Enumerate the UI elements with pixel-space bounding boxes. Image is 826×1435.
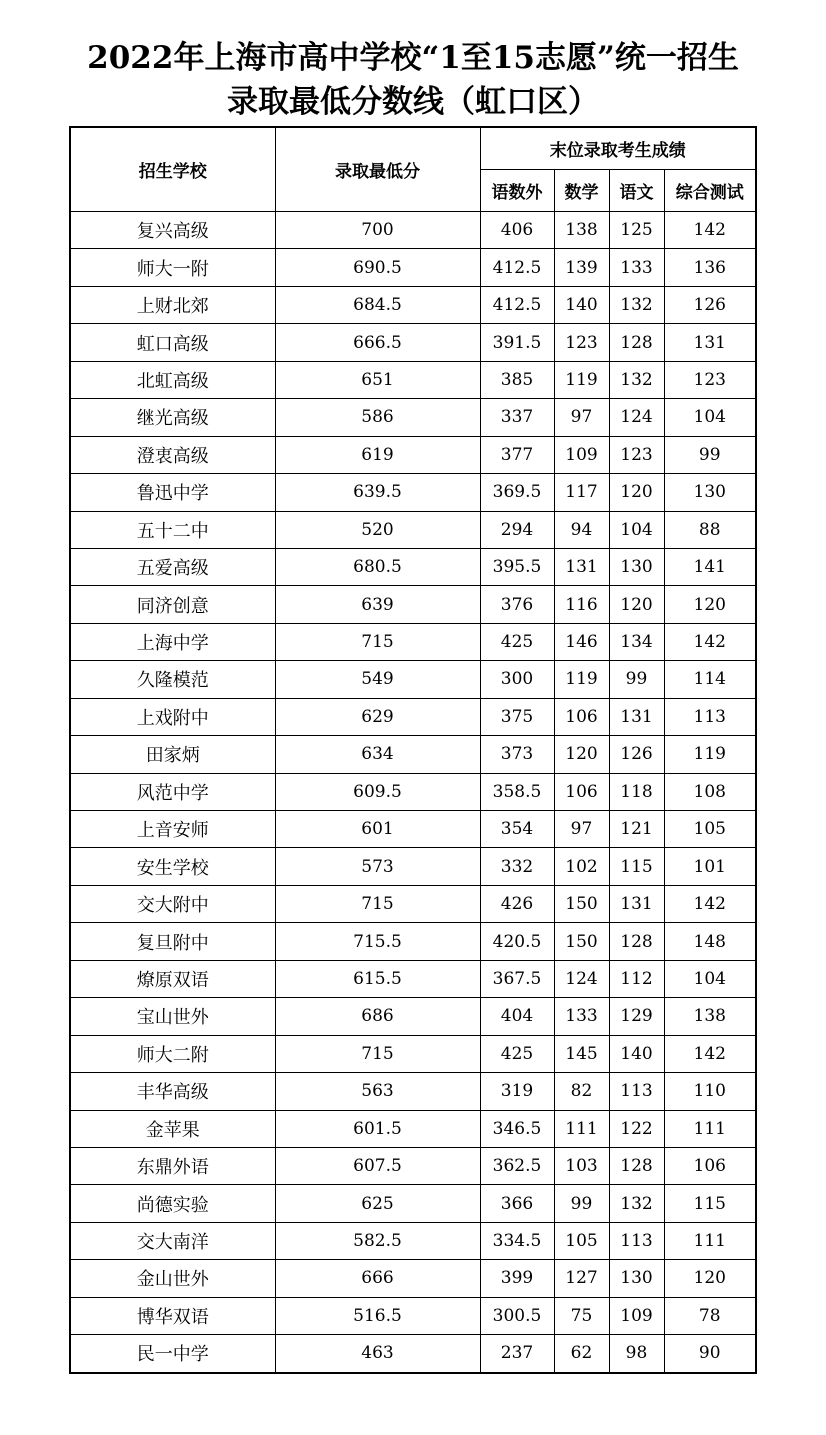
chinese-score: 120 [609, 474, 664, 511]
math-score: 94 [554, 511, 609, 548]
table-row [70, 998, 756, 1035]
math-score: 106 [554, 773, 609, 810]
comprehensive-score: 131 [664, 324, 756, 361]
comprehensive-score: 148 [664, 923, 756, 960]
chinese-score: 134 [609, 623, 664, 660]
school-name: 风范中学 [70, 773, 275, 810]
school-name: 复兴高级 [70, 212, 275, 249]
document-title [0, 36, 826, 124]
total-three-subjects: 334.5 [480, 1222, 554, 1259]
chinese-score: 124 [609, 399, 664, 436]
chinese-score: 115 [609, 848, 664, 885]
school-name: 复旦附中 [70, 923, 275, 960]
math-score: 133 [554, 998, 609, 1035]
chinese-score: 133 [609, 249, 664, 286]
total-three-subjects: 300 [480, 661, 554, 698]
math-score: 150 [554, 923, 609, 960]
admission-score-table [69, 126, 757, 1374]
chinese-score: 104 [609, 511, 664, 548]
comprehensive-score: 136 [664, 249, 756, 286]
math-score: 109 [554, 436, 609, 473]
min-score: 586 [275, 399, 480, 436]
chinese-score: 131 [609, 885, 664, 922]
total-three-subjects: 412.5 [480, 249, 554, 286]
total-three-subjects: 237 [480, 1335, 554, 1373]
chinese-score: 120 [609, 586, 664, 623]
chinese-score: 131 [609, 698, 664, 735]
math-score: 119 [554, 661, 609, 698]
chinese-score: 128 [609, 324, 664, 361]
title-line-2: 录取最低分数线（虹口区） [227, 84, 599, 120]
min-score: 715.5 [275, 923, 480, 960]
math-score: 111 [554, 1110, 609, 1147]
school-name: 虹口高级 [70, 324, 275, 361]
school-name: 田家炳 [70, 736, 275, 773]
min-score: 601 [275, 811, 480, 848]
math-score: 117 [554, 474, 609, 511]
school-name: 继光高级 [70, 399, 275, 436]
school-name: 东鼎外语 [70, 1147, 275, 1184]
min-score: 690.5 [275, 249, 480, 286]
school-name: 尚德实验 [70, 1185, 275, 1222]
table-row [70, 474, 756, 511]
school-name: 燎原双语 [70, 960, 275, 997]
min-score: 666.5 [275, 324, 480, 361]
comprehensive-score: 111 [664, 1110, 756, 1147]
comprehensive-score: 138 [664, 998, 756, 1035]
total-three-subjects: 373 [480, 736, 554, 773]
min-score: 666 [275, 1260, 480, 1297]
school-name: 金山世外 [70, 1260, 275, 1297]
school-name: 五十二中 [70, 511, 275, 548]
header-min-score: 录取最低分 [275, 127, 480, 212]
school-name: 久隆模范 [70, 661, 275, 698]
math-score: 62 [554, 1335, 609, 1373]
table-row [70, 548, 756, 585]
math-score: 103 [554, 1147, 609, 1184]
table-row [70, 1222, 756, 1259]
header-comprehensive-test: 综合测试 [664, 170, 756, 212]
min-score: 715 [275, 1035, 480, 1072]
table-row [70, 1147, 756, 1184]
total-three-subjects: 294 [480, 511, 554, 548]
school-name: 上戏附中 [70, 698, 275, 735]
math-score: 75 [554, 1297, 609, 1334]
chinese-score: 126 [609, 736, 664, 773]
table-row [70, 1035, 756, 1072]
total-three-subjects: 337 [480, 399, 554, 436]
total-three-subjects: 358.5 [480, 773, 554, 810]
table-row [70, 436, 756, 473]
school-name: 五爱高级 [70, 548, 275, 585]
min-score: 619 [275, 436, 480, 473]
total-three-subjects: 375 [480, 698, 554, 735]
comprehensive-score: 88 [664, 511, 756, 548]
school-name: 师大二附 [70, 1035, 275, 1072]
math-score: 102 [554, 848, 609, 885]
table-row [70, 249, 756, 286]
table-row [70, 324, 756, 361]
min-score: 609.5 [275, 773, 480, 810]
min-score: 715 [275, 623, 480, 660]
total-three-subjects: 385 [480, 361, 554, 398]
total-three-subjects: 399 [480, 1260, 554, 1297]
table-row [70, 623, 756, 660]
chinese-score: 132 [609, 1185, 664, 1222]
chinese-score: 112 [609, 960, 664, 997]
chinese-score: 132 [609, 286, 664, 323]
table-row [70, 361, 756, 398]
min-score: 549 [275, 661, 480, 698]
total-three-subjects: 426 [480, 885, 554, 922]
school-name: 上音安师 [70, 811, 275, 848]
total-three-subjects: 395.5 [480, 548, 554, 585]
comprehensive-score: 106 [664, 1147, 756, 1184]
comprehensive-score: 142 [664, 885, 756, 922]
total-three-subjects: 369.5 [480, 474, 554, 511]
comprehensive-score: 142 [664, 1035, 756, 1072]
comprehensive-score: 115 [664, 1185, 756, 1222]
total-three-subjects: 425 [480, 623, 554, 660]
comprehensive-score: 141 [664, 548, 756, 585]
header-total-three-subjects: 语数外 [480, 170, 554, 212]
total-three-subjects: 377 [480, 436, 554, 473]
table-row [70, 773, 756, 810]
min-score: 615.5 [275, 960, 480, 997]
table-row [70, 286, 756, 323]
math-score: 119 [554, 361, 609, 398]
math-score: 124 [554, 960, 609, 997]
table-row [70, 1335, 756, 1373]
min-score: 607.5 [275, 1147, 480, 1184]
comprehensive-score: 105 [664, 811, 756, 848]
min-score: 601.5 [275, 1110, 480, 1147]
comprehensive-score: 114 [664, 661, 756, 698]
school-name: 宝山世外 [70, 998, 275, 1035]
math-score: 139 [554, 249, 609, 286]
math-score: 123 [554, 324, 609, 361]
math-score: 97 [554, 811, 609, 848]
table-row [70, 399, 756, 436]
table-row [70, 1297, 756, 1334]
total-three-subjects: 412.5 [480, 286, 554, 323]
total-three-subjects: 376 [480, 586, 554, 623]
math-score: 99 [554, 1185, 609, 1222]
chinese-score: 109 [609, 1297, 664, 1334]
chinese-score: 121 [609, 811, 664, 848]
school-name: 同济创意 [70, 586, 275, 623]
comprehensive-score: 113 [664, 698, 756, 735]
min-score: 634 [275, 736, 480, 773]
header-chinese: 语文 [609, 170, 664, 212]
chinese-score: 130 [609, 548, 664, 585]
comprehensive-score: 120 [664, 586, 756, 623]
math-score: 146 [554, 623, 609, 660]
table-row [70, 885, 756, 922]
chinese-score: 129 [609, 998, 664, 1035]
comprehensive-score: 104 [664, 399, 756, 436]
school-name: 上财北郊 [70, 286, 275, 323]
school-name: 丰华高级 [70, 1073, 275, 1110]
table-row [70, 848, 756, 885]
math-score: 97 [554, 399, 609, 436]
table-body [70, 212, 756, 1373]
table-row [70, 1260, 756, 1297]
comprehensive-score: 108 [664, 773, 756, 810]
min-score: 684.5 [275, 286, 480, 323]
chinese-score: 130 [609, 1260, 664, 1297]
table-row [70, 586, 756, 623]
min-score: 463 [275, 1335, 480, 1373]
total-three-subjects: 354 [480, 811, 554, 848]
chinese-score: 113 [609, 1222, 664, 1259]
math-score: 105 [554, 1222, 609, 1259]
header-math: 数学 [554, 170, 609, 212]
table-row [70, 1185, 756, 1222]
table-row [70, 661, 756, 698]
comprehensive-score: 104 [664, 960, 756, 997]
min-score: 629 [275, 698, 480, 735]
comprehensive-score: 111 [664, 1222, 756, 1259]
math-score: 127 [554, 1260, 609, 1297]
total-three-subjects: 367.5 [480, 960, 554, 997]
min-score: 686 [275, 998, 480, 1035]
chinese-score: 113 [609, 1073, 664, 1110]
header-last-admitted-scores: 末位录取考生成绩 [480, 127, 756, 170]
comprehensive-score: 110 [664, 1073, 756, 1110]
school-name: 金苹果 [70, 1110, 275, 1147]
comprehensive-score: 78 [664, 1297, 756, 1334]
school-name: 交大附中 [70, 885, 275, 922]
school-name: 博华双语 [70, 1297, 275, 1334]
math-score: 106 [554, 698, 609, 735]
min-score: 639.5 [275, 474, 480, 511]
school-name: 上海中学 [70, 623, 275, 660]
table-row [70, 511, 756, 548]
total-three-subjects: 404 [480, 998, 554, 1035]
total-three-subjects: 425 [480, 1035, 554, 1072]
school-name: 澄衷高级 [70, 436, 275, 473]
total-three-subjects: 391.5 [480, 324, 554, 361]
total-three-subjects: 420.5 [480, 923, 554, 960]
math-score: 82 [554, 1073, 609, 1110]
school-name: 师大一附 [70, 249, 275, 286]
total-three-subjects: 319 [480, 1073, 554, 1110]
table-row [70, 1110, 756, 1147]
school-name: 鲁迅中学 [70, 474, 275, 511]
school-name: 民一中学 [70, 1335, 275, 1373]
math-score: 145 [554, 1035, 609, 1072]
math-score: 116 [554, 586, 609, 623]
chinese-score: 140 [609, 1035, 664, 1072]
math-score: 131 [554, 548, 609, 585]
comprehensive-score: 142 [664, 212, 756, 249]
comprehensive-score: 99 [664, 436, 756, 473]
min-score: 516.5 [275, 1297, 480, 1334]
math-score: 140 [554, 286, 609, 323]
min-score: 680.5 [275, 548, 480, 585]
math-score: 150 [554, 885, 609, 922]
chinese-score: 128 [609, 923, 664, 960]
math-score: 120 [554, 736, 609, 773]
table-row [70, 923, 756, 960]
comprehensive-score: 142 [664, 623, 756, 660]
chinese-score: 98 [609, 1335, 664, 1373]
table-row [70, 960, 756, 997]
comprehensive-score: 120 [664, 1260, 756, 1297]
chinese-score: 122 [609, 1110, 664, 1147]
comprehensive-score: 126 [664, 286, 756, 323]
school-name: 安生学校 [70, 848, 275, 885]
total-three-subjects: 406 [480, 212, 554, 249]
math-score: 138 [554, 212, 609, 249]
table-row [70, 736, 756, 773]
title-line-1: 2022年上海市高中学校“1至15志愿”统一招生 [87, 40, 739, 76]
min-score: 651 [275, 361, 480, 398]
total-three-subjects: 332 [480, 848, 554, 885]
school-name: 交大南洋 [70, 1222, 275, 1259]
min-score: 520 [275, 511, 480, 548]
chinese-score: 132 [609, 361, 664, 398]
chinese-score: 125 [609, 212, 664, 249]
comprehensive-score: 123 [664, 361, 756, 398]
min-score: 639 [275, 586, 480, 623]
header-school: 招生学校 [70, 127, 275, 212]
chinese-score: 118 [609, 773, 664, 810]
min-score: 625 [275, 1185, 480, 1222]
min-score: 573 [275, 848, 480, 885]
min-score: 563 [275, 1073, 480, 1110]
comprehensive-score: 130 [664, 474, 756, 511]
total-three-subjects: 362.5 [480, 1147, 554, 1184]
table-row [70, 698, 756, 735]
table-row [70, 212, 756, 249]
comprehensive-score: 101 [664, 848, 756, 885]
min-score: 582.5 [275, 1222, 480, 1259]
total-three-subjects: 300.5 [480, 1297, 554, 1334]
table-row [70, 811, 756, 848]
chinese-score: 99 [609, 661, 664, 698]
total-three-subjects: 346.5 [480, 1110, 554, 1147]
table-row [70, 1073, 756, 1110]
min-score: 700 [275, 212, 480, 249]
school-name: 北虹高级 [70, 361, 275, 398]
comprehensive-score: 119 [664, 736, 756, 773]
min-score: 715 [275, 885, 480, 922]
chinese-score: 123 [609, 436, 664, 473]
chinese-score: 128 [609, 1147, 664, 1184]
total-three-subjects: 366 [480, 1185, 554, 1222]
comprehensive-score: 90 [664, 1335, 756, 1373]
